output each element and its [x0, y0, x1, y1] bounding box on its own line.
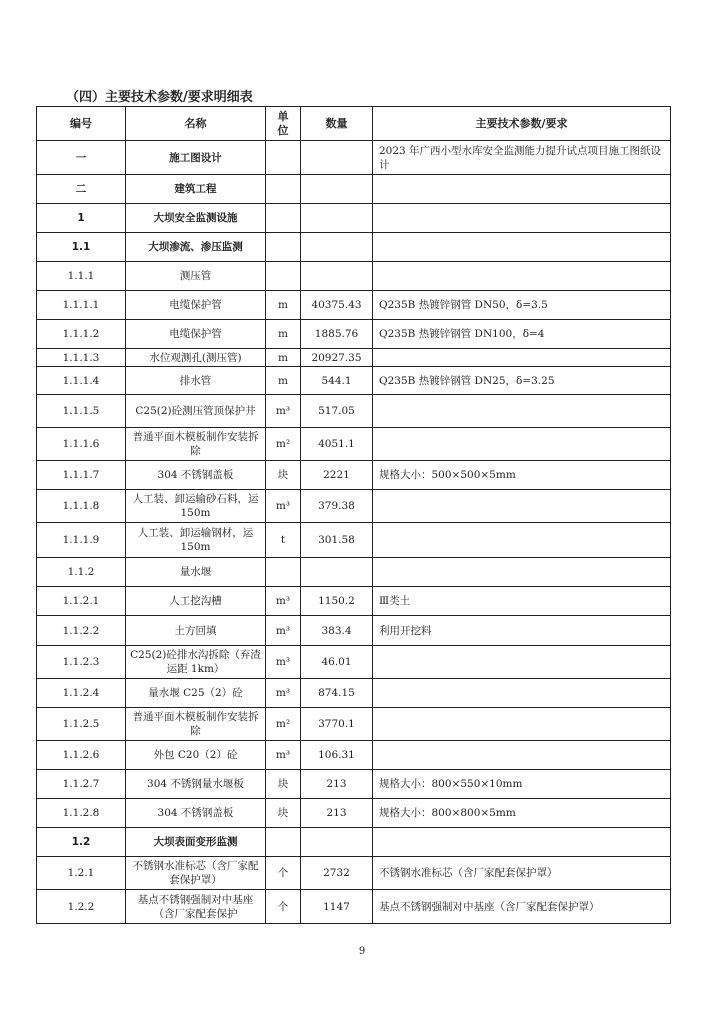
item-name: 大坝表面变形监测 — [126, 828, 266, 857]
item-qty: 40375.43 — [301, 291, 373, 320]
item-name: 排水管 — [126, 367, 266, 395]
tech-params-table — [36, 106, 671, 924]
table-header-row — [37, 107, 671, 141]
item-qty: 20927.35 — [301, 349, 373, 367]
item-unit: m³ — [266, 587, 301, 616]
item-name: 人工装、卸运输钢材，运 150m — [126, 523, 266, 558]
item-qty: 1147 — [301, 890, 373, 924]
item-requirements: 规格大小：800×800×5mm — [373, 799, 671, 828]
item-unit — [266, 262, 301, 291]
table-row — [37, 558, 671, 587]
table-row — [37, 616, 671, 646]
item-no: 1.1.2.5 — [37, 708, 126, 741]
item-requirements — [373, 646, 671, 679]
item-no: 1.1.2.3 — [37, 646, 126, 679]
item-qty — [301, 828, 373, 857]
item-requirements: Q235B 热镀锌钢管 DN50，δ=3.5 — [373, 291, 671, 320]
page-number: 9 — [358, 946, 366, 957]
table-row — [37, 741, 671, 770]
table-row — [37, 204, 671, 233]
header-no: 编号 — [37, 107, 126, 141]
item-name: 量水堰 C25（2）砼 — [126, 679, 266, 708]
item-name: 不锈钢水准标芯（含厂家配套保护罩） — [126, 857, 266, 890]
item-no: 1.1.2 — [37, 558, 126, 587]
item-qty — [301, 204, 373, 233]
item-unit: 个 — [266, 890, 301, 924]
table-row — [37, 291, 671, 320]
item-requirements — [373, 558, 671, 587]
item-qty: 874.15 — [301, 679, 373, 708]
item-no: 1.1 — [37, 233, 126, 262]
item-qty: 301.58 — [301, 523, 373, 558]
item-name: C25(2)砼排水沟拆除（弃渣运距 1km） — [126, 646, 266, 679]
item-name: 建筑工程 — [126, 175, 266, 204]
table-row — [37, 708, 671, 741]
item-no: 1.1.2.4 — [37, 679, 126, 708]
item-qty — [301, 558, 373, 587]
item-no: 1.1.1.8 — [37, 490, 126, 523]
item-unit: 个 — [266, 857, 301, 890]
item-requirements — [373, 490, 671, 523]
item-qty: 46.01 — [301, 646, 373, 679]
item-name: C25(2)砼测压管顶保护井 — [126, 395, 266, 428]
item-name: 土方回填 — [126, 616, 266, 646]
item-unit: t — [266, 523, 301, 558]
item-name: 304 不锈钢盖板 — [126, 799, 266, 828]
item-qty: 2732 — [301, 857, 373, 890]
item-requirements — [373, 233, 671, 262]
item-name: 大坝渗流、渗压监测 — [126, 233, 266, 262]
item-qty: 3770.1 — [301, 708, 373, 741]
item-unit: 块 — [266, 461, 301, 490]
item-qty — [301, 141, 373, 175]
item-name: 304 不锈钢盖板 — [126, 461, 266, 490]
table-row — [37, 770, 671, 799]
item-unit — [266, 233, 301, 262]
item-no: 1.1.1.2 — [37, 320, 126, 349]
item-qty: 517.05 — [301, 395, 373, 428]
item-requirements — [373, 428, 671, 461]
item-name: 304 不锈钢量水堰板 — [126, 770, 266, 799]
item-qty: 1150.2 — [301, 587, 373, 616]
item-no: 1.2 — [37, 828, 126, 857]
item-qty: 4051.1 — [301, 428, 373, 461]
item-qty: 1885.76 — [301, 320, 373, 349]
item-unit: m³ — [266, 616, 301, 646]
table-row — [37, 523, 671, 558]
item-name: 外包 C20（2）砼 — [126, 741, 266, 770]
table-row — [37, 233, 671, 262]
table-row — [37, 857, 671, 890]
item-requirements: Q235B 热镀锌钢管 DN100，δ=4 — [373, 320, 671, 349]
item-qty: 106.31 — [301, 741, 373, 770]
item-requirements — [373, 349, 671, 367]
item-no: 1.1.1 — [37, 262, 126, 291]
table-row — [37, 828, 671, 857]
item-unit: m³ — [266, 646, 301, 679]
item-unit: m³ — [266, 741, 301, 770]
table-row — [37, 349, 671, 367]
item-no: 1.1.1.4 — [37, 367, 126, 395]
item-unit — [266, 204, 301, 233]
item-unit — [266, 558, 301, 587]
table-row — [37, 587, 671, 616]
item-unit: 块 — [266, 799, 301, 828]
item-unit: m — [266, 291, 301, 320]
item-requirements: Q235B 热镀锌钢管 DN25，δ=3.25 — [373, 367, 671, 395]
item-requirements: 规格大小：500×500×5mm — [373, 461, 671, 490]
item-name: 水位观测孔(测压管) — [126, 349, 266, 367]
item-qty: 383.4 — [301, 616, 373, 646]
item-no: 二 — [37, 175, 126, 204]
item-no: 1.1.1.6 — [37, 428, 126, 461]
item-unit: m² — [266, 708, 301, 741]
item-unit: m³ — [266, 395, 301, 428]
table-row — [37, 799, 671, 828]
table-row — [37, 141, 671, 175]
item-no: 1.1.1.9 — [37, 523, 126, 558]
item-requirements: 利用开挖料 — [373, 616, 671, 646]
header-unit: 单位 — [266, 107, 301, 141]
item-no: 1.1.1.7 — [37, 461, 126, 490]
table-body — [37, 141, 671, 924]
item-name: 普通平面木模板制作安装拆除 — [126, 708, 266, 741]
item-qty — [301, 233, 373, 262]
item-unit — [266, 828, 301, 857]
item-no: 1.2.2 — [37, 890, 126, 924]
item-requirements: Ⅲ类土 — [373, 587, 671, 616]
item-no: 1.1.1.5 — [37, 395, 126, 428]
item-qty: 213 — [301, 770, 373, 799]
item-name: 电缆保护管 — [126, 291, 266, 320]
item-qty: 544.1 — [301, 367, 373, 395]
item-requirements: 不锈钢水准标芯（含厂家配套保护罩） — [373, 857, 671, 890]
item-no: 1.1.2.2 — [37, 616, 126, 646]
table-row — [37, 646, 671, 679]
item-unit — [266, 175, 301, 204]
item-qty: 2221 — [301, 461, 373, 490]
item-name: 测压管 — [126, 262, 266, 291]
item-requirements — [373, 175, 671, 204]
item-no: 1.1.2.6 — [37, 741, 126, 770]
table-row — [37, 320, 671, 349]
item-name: 大坝安全监测设施 — [126, 204, 266, 233]
item-requirements — [373, 679, 671, 708]
item-no: 1.1.1.1 — [37, 291, 126, 320]
item-name: 量水堰 — [126, 558, 266, 587]
item-qty — [301, 175, 373, 204]
header-qty: 数量 — [301, 107, 373, 141]
table-row — [37, 679, 671, 708]
item-unit: m² — [266, 428, 301, 461]
item-no: 1.1.2.7 — [37, 770, 126, 799]
item-qty — [301, 262, 373, 291]
item-unit: m — [266, 320, 301, 349]
table-row — [37, 175, 671, 204]
table-row — [37, 367, 671, 395]
item-requirements — [373, 828, 671, 857]
item-name: 普通平面木模板制作安装拆除 — [126, 428, 266, 461]
table-row — [37, 461, 671, 490]
header-name: 名称 — [126, 107, 266, 141]
item-requirements: 2023 年广西小型水库安全监测能力提升试点项目施工图纸设计 — [373, 141, 671, 175]
item-name: 施工图设计 — [126, 141, 266, 175]
table-row — [37, 890, 671, 924]
item-requirements — [373, 708, 671, 741]
table-row — [37, 428, 671, 461]
table-row — [37, 262, 671, 291]
table-row — [37, 490, 671, 523]
item-name: 电缆保护管 — [126, 320, 266, 349]
item-requirements — [373, 204, 671, 233]
item-unit: m³ — [266, 490, 301, 523]
item-requirements: 规格大小：800×550×10mm — [373, 770, 671, 799]
item-no: 一 — [37, 141, 126, 175]
table-title: （四）主要技术参数/要求明细表 — [66, 90, 253, 105]
item-name: 基点不锈钢强制对中基座（含厂家配套保护 — [126, 890, 266, 924]
item-no: 1 — [37, 204, 126, 233]
item-no: 1.1.2.8 — [37, 799, 126, 828]
header-requirements: 主要技术参数/要求 — [373, 107, 671, 141]
item-unit: 块 — [266, 770, 301, 799]
table-row — [37, 395, 671, 428]
item-requirements — [373, 262, 671, 291]
item-requirements: 基点不锈钢强制对中基座（含厂家配套保护罩） — [373, 890, 671, 924]
item-no: 1.1.2.1 — [37, 587, 126, 616]
item-requirements — [373, 523, 671, 558]
item-unit — [266, 141, 301, 175]
item-no: 1.1.1.3 — [37, 349, 126, 367]
item-name: 人工挖沟槽 — [126, 587, 266, 616]
item-requirements — [373, 395, 671, 428]
item-no: 1.2.1 — [37, 857, 126, 890]
item-qty: 213 — [301, 799, 373, 828]
item-qty: 379.38 — [301, 490, 373, 523]
item-unit: m — [266, 349, 301, 367]
item-unit: m³ — [266, 679, 301, 708]
item-name: 人工装、卸运输砂石料，运 150m — [126, 490, 266, 523]
item-unit: m — [266, 367, 301, 395]
item-requirements — [373, 741, 671, 770]
